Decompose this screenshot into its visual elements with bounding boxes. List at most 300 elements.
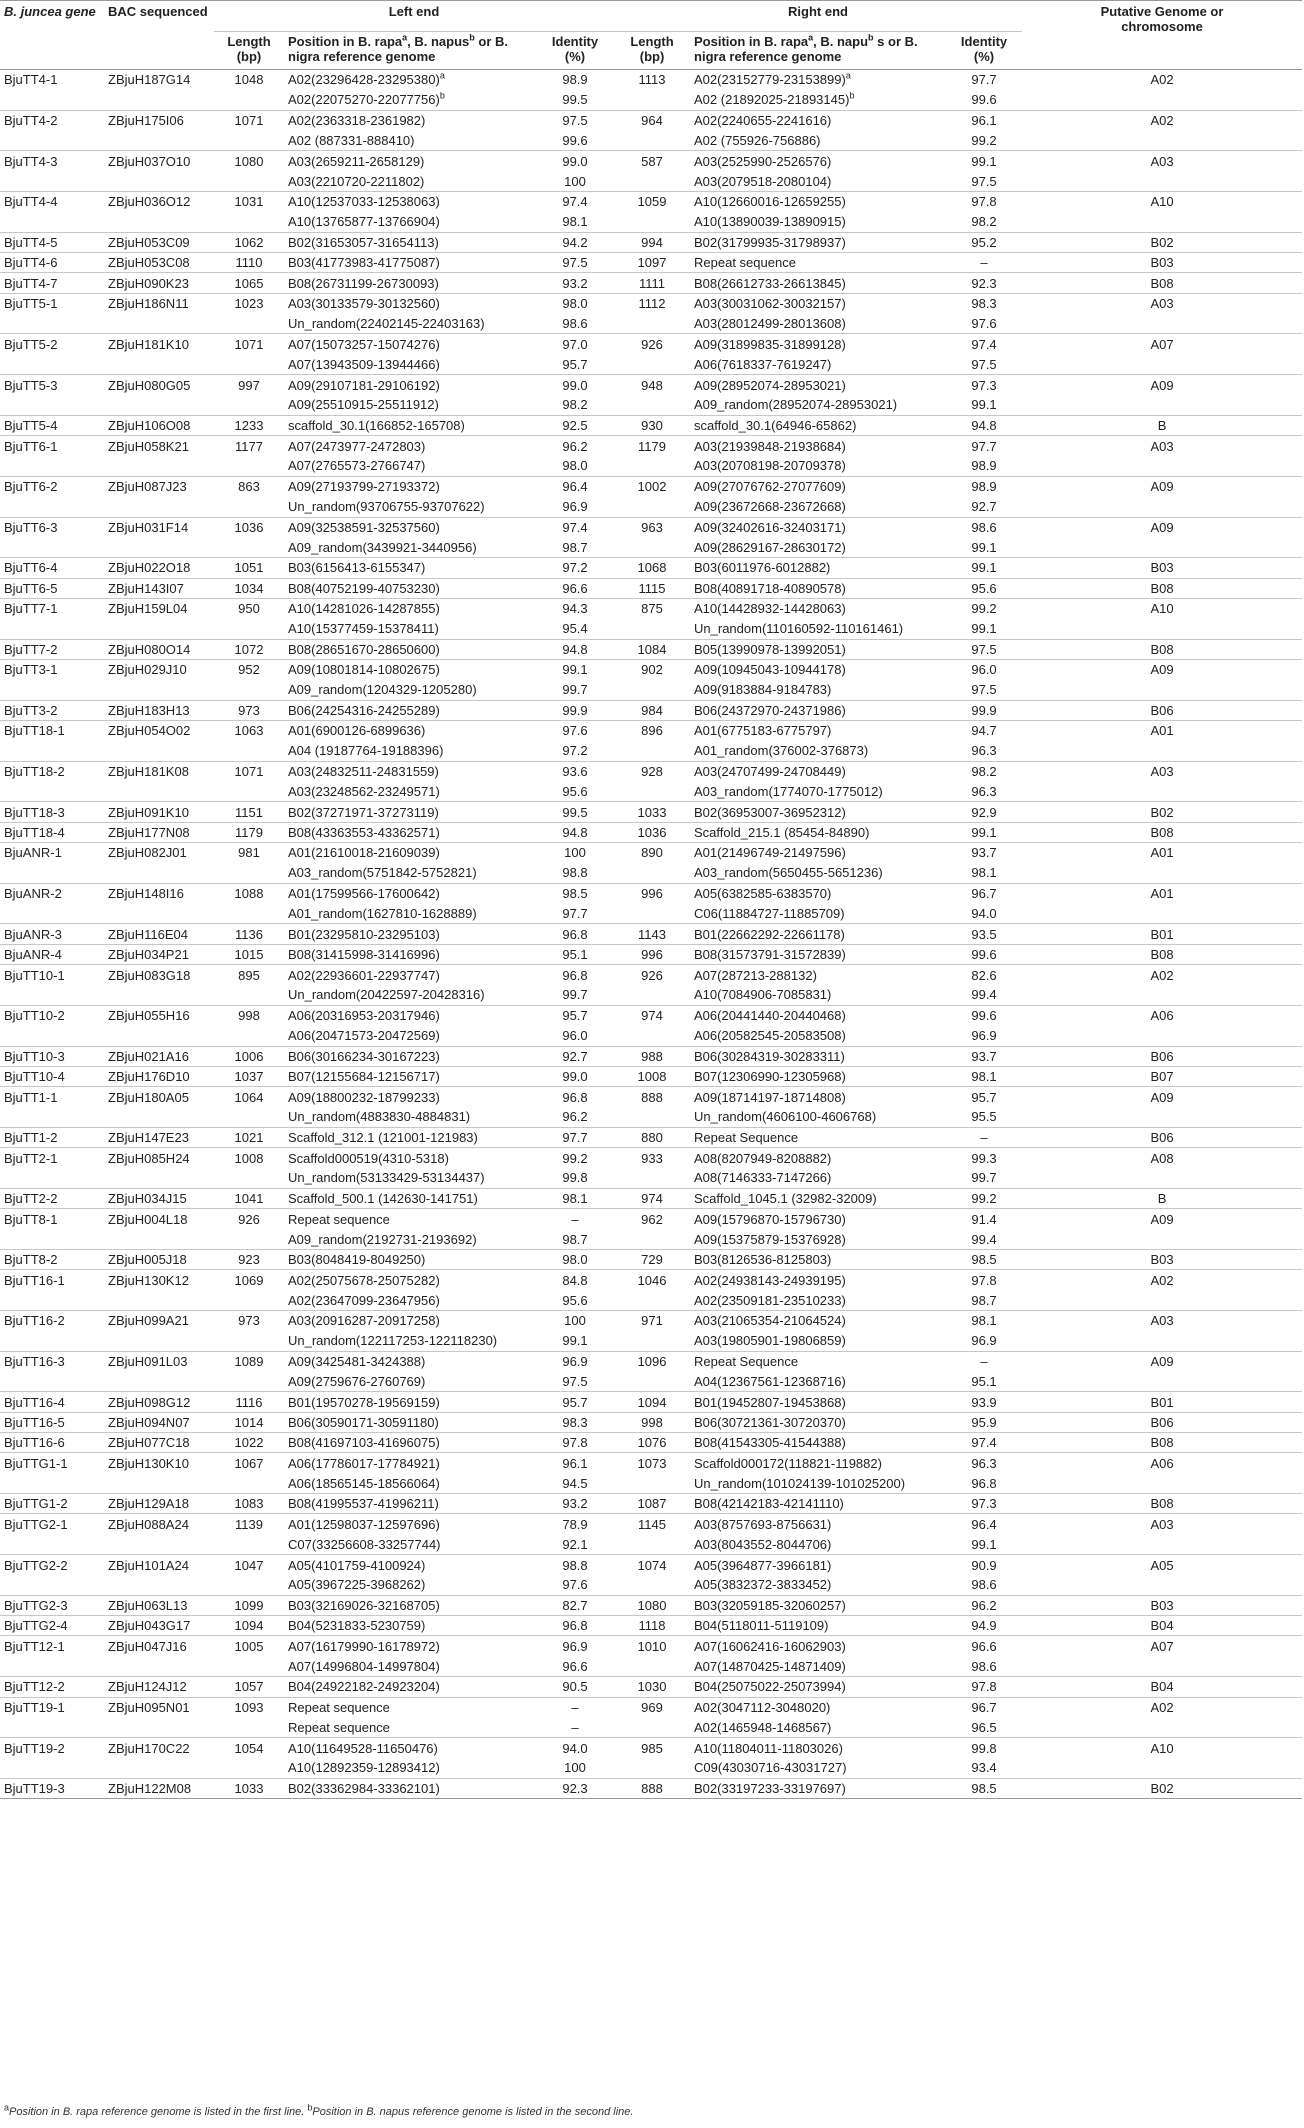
right-identity-cell: – bbox=[946, 1351, 1022, 1371]
right-identity-cell: 99.1 bbox=[971, 621, 997, 637]
right-identity-cell: 99.4 bbox=[971, 1231, 997, 1247]
bac-cell: ZBjuH129A18 bbox=[104, 1494, 214, 1514]
table-row bbox=[0, 1494, 1302, 1514]
right-identity-cell: 99.1 bbox=[946, 151, 1022, 171]
left-length-cell: 1071 bbox=[214, 761, 284, 781]
bac-cell bbox=[104, 985, 214, 1005]
gene-cell: BjuTT6-4 bbox=[0, 558, 104, 578]
right-position-cell: Un_random(101024139-101025200) bbox=[694, 1475, 906, 1491]
gene-cell: BjuTTG2-2 bbox=[0, 1555, 104, 1575]
table-row bbox=[0, 924, 1302, 944]
table-row bbox=[0, 131, 1302, 151]
header-right-position: Position in B. rapa$^a$, B. napu$^b$ s or B. nigra reference genome bbox=[694, 32, 918, 64]
left-identity-cell: 99.2 bbox=[536, 1148, 614, 1168]
genome-cell bbox=[1022, 1717, 1302, 1737]
left-position-cell: A02(2363318-2361982) bbox=[284, 110, 536, 130]
table-row bbox=[0, 1433, 1302, 1453]
right-identity-cell: 97.5 bbox=[971, 682, 997, 698]
genome-cell: A02 bbox=[1022, 965, 1302, 985]
left-length-cell bbox=[214, 171, 284, 191]
gene-cell: BjuTT10-2 bbox=[0, 1005, 104, 1025]
left-length-cell: 1041 bbox=[214, 1188, 284, 1208]
right-length-cell bbox=[614, 1229, 690, 1249]
right-length-cell: 1008 bbox=[614, 1066, 690, 1086]
right-position-cell: B04(25075022-25073994) bbox=[690, 1677, 946, 1697]
right-identity-cell: 97.5 bbox=[971, 356, 997, 372]
left-identity-cell: 99.6 bbox=[562, 132, 588, 148]
right-length-cell: 926 bbox=[614, 965, 690, 985]
left-length-cell bbox=[214, 619, 284, 639]
right-position-cell: A09(28629167-28630172) bbox=[694, 539, 846, 555]
table-row bbox=[0, 1229, 1302, 1249]
left-position-cell: B04(5231833-5230759) bbox=[284, 1616, 536, 1636]
left-length-cell: 1014 bbox=[214, 1412, 284, 1432]
header-left-length: Length (bp) bbox=[227, 34, 271, 64]
right-position-cell: B08(41543305-41544388) bbox=[690, 1433, 946, 1453]
right-length-cell: 1145 bbox=[614, 1514, 690, 1534]
left-position-cell: B03(8048419-8049250) bbox=[284, 1249, 536, 1269]
bac-cell bbox=[104, 1290, 214, 1310]
left-position-cell: A06(20316953-20317946) bbox=[284, 1005, 536, 1025]
table-row bbox=[0, 314, 1302, 334]
genome-cell: A09 bbox=[1022, 659, 1302, 679]
genome-cell: B08 bbox=[1022, 578, 1302, 598]
right-position-cell: A03(20708198-20709378) bbox=[694, 458, 846, 474]
left-position-cell: A09(29107181-29106192) bbox=[284, 375, 536, 395]
bac-cell: ZBjuH124J12 bbox=[104, 1677, 214, 1697]
right-length-cell: 587 bbox=[614, 151, 690, 171]
right-identity-cell: 96.3 bbox=[946, 1453, 1022, 1473]
left-length-cell bbox=[214, 1372, 284, 1392]
left-length-cell: 1151 bbox=[214, 802, 284, 822]
genome-cell: A09 bbox=[1022, 375, 1302, 395]
right-length-cell: 890 bbox=[614, 843, 690, 863]
left-identity-cell: 92.5 bbox=[536, 415, 614, 435]
left-position-cell: B06(30590171-30591180) bbox=[284, 1412, 536, 1432]
table-row bbox=[0, 334, 1302, 354]
right-identity-cell: 99.1 bbox=[946, 558, 1022, 578]
gene-cell: BjuTT12-2 bbox=[0, 1677, 104, 1697]
right-length-cell bbox=[614, 1107, 690, 1127]
left-identity-cell: 93.6 bbox=[536, 761, 614, 781]
right-identity-cell: 97.8 bbox=[946, 192, 1022, 212]
right-identity-cell: 98.9 bbox=[946, 476, 1022, 496]
table-row bbox=[0, 619, 1302, 639]
table-row bbox=[0, 1595, 1302, 1615]
right-position-cell: A07(287213-288132) bbox=[690, 965, 946, 985]
right-position-cell: A03(8757693-8756631) bbox=[690, 1514, 946, 1534]
genome-cell: B03 bbox=[1022, 1249, 1302, 1269]
table-row bbox=[0, 253, 1302, 273]
right-length-cell: 1112 bbox=[614, 293, 690, 313]
right-identity-cell: 97.8 bbox=[946, 1270, 1022, 1290]
gene-cell: BjuTT5-3 bbox=[0, 375, 104, 395]
bac-cell bbox=[104, 741, 214, 761]
left-position-cell: B08(41697103-41696075) bbox=[284, 1433, 536, 1453]
left-length-cell: 1036 bbox=[214, 517, 284, 537]
right-length-cell: 1096 bbox=[614, 1351, 690, 1371]
left-position-cell: A10(11649528-11650476) bbox=[284, 1738, 536, 1758]
left-identity-cell: 100 bbox=[536, 1310, 614, 1330]
right-identity-cell: 98.3 bbox=[946, 293, 1022, 313]
left-identity-cell: 97.6 bbox=[536, 721, 614, 741]
bac-cell: ZBjuH095N01 bbox=[104, 1697, 214, 1717]
table-row bbox=[0, 1290, 1302, 1310]
bac-cell: ZBjuH047J16 bbox=[104, 1636, 214, 1656]
table-row bbox=[0, 1270, 1302, 1290]
left-length-cell bbox=[214, 1758, 284, 1778]
left-position-cell: B08(31415998-31416996) bbox=[284, 944, 536, 964]
left-position-cell: A02(23647099-23647956) bbox=[288, 1292, 440, 1308]
bac-cell bbox=[104, 782, 214, 802]
right-identity-cell: 93.9 bbox=[946, 1392, 1022, 1412]
right-identity-cell: 98.1 bbox=[946, 1310, 1022, 1330]
gene-cell bbox=[0, 1534, 104, 1554]
left-identity-cell: 99.0 bbox=[536, 151, 614, 171]
genome-cell: B06 bbox=[1022, 1127, 1302, 1147]
table-row bbox=[0, 965, 1302, 985]
right-length-cell bbox=[614, 1758, 690, 1778]
bac-cell: ZBjuH147E23 bbox=[104, 1127, 214, 1147]
right-identity-cell: 91.4 bbox=[946, 1209, 1022, 1229]
right-position-cell: A02(2240655-2241616) bbox=[690, 110, 946, 130]
left-position-cell: A09_random(3439921-3440956) bbox=[288, 539, 477, 555]
right-identity-cell: 92.9 bbox=[946, 802, 1022, 822]
right-identity-cell: 98.2 bbox=[971, 214, 997, 230]
right-length-cell: 1046 bbox=[614, 1270, 690, 1290]
left-position-cell: A09(25510915-25511912) bbox=[288, 397, 439, 413]
genome-cell bbox=[1022, 1290, 1302, 1310]
header-left-end: Left end bbox=[214, 1, 614, 32]
table-row bbox=[0, 1697, 1302, 1717]
genome-cell: B06 bbox=[1022, 1412, 1302, 1432]
table-row bbox=[0, 721, 1302, 741]
left-length-cell bbox=[214, 90, 284, 110]
right-length-cell: 933 bbox=[614, 1148, 690, 1168]
right-length-cell: 926 bbox=[614, 334, 690, 354]
right-length-cell bbox=[614, 90, 690, 110]
left-identity-cell: 98.5 bbox=[536, 883, 614, 903]
table-row bbox=[0, 395, 1302, 415]
gene-cell: BjuTT18-2 bbox=[0, 761, 104, 781]
left-position-cell: $A02(23296428-23295380)^a$ bbox=[288, 71, 445, 88]
gene-cell: BjuTT6-2 bbox=[0, 476, 104, 496]
table-row bbox=[0, 1107, 1302, 1127]
left-length-cell: 1088 bbox=[214, 883, 284, 903]
right-position-cell: Repeat Sequence bbox=[690, 1127, 946, 1147]
right-length-cell: 930 bbox=[614, 415, 690, 435]
right-position-cell: A04(12367561-12368716) bbox=[694, 1373, 846, 1389]
left-length-cell: 1067 bbox=[214, 1453, 284, 1473]
genome-cell bbox=[1022, 354, 1302, 374]
gene-cell: BjuTT18-3 bbox=[0, 802, 104, 822]
bac-cell bbox=[104, 537, 214, 557]
table-row bbox=[0, 354, 1302, 374]
right-identity-cell: 96.0 bbox=[946, 659, 1022, 679]
gene-cell: BjuTT5-1 bbox=[0, 293, 104, 313]
gene-cell bbox=[0, 619, 104, 639]
right-length-cell: 1115 bbox=[614, 578, 690, 598]
gene-cell bbox=[0, 395, 104, 415]
bac-cell: ZBjuH088A24 bbox=[104, 1514, 214, 1534]
bac-cell bbox=[104, 1372, 214, 1392]
left-position-cell: Repeat sequence bbox=[284, 1697, 536, 1717]
left-identity-cell: 95.7 bbox=[562, 356, 588, 372]
left-identity-cell: – bbox=[571, 1719, 579, 1735]
genome-cell: A07 bbox=[1022, 334, 1302, 354]
bac-cell bbox=[104, 1758, 214, 1778]
right-position-cell: A03(8043552-8044706) bbox=[694, 1536, 832, 1552]
genome-cell bbox=[1022, 1331, 1302, 1351]
gene-cell: BjuANR-2 bbox=[0, 883, 104, 903]
left-identity-cell: 98.8 bbox=[562, 865, 588, 881]
left-position-cell: B02(31653057-31654113) bbox=[284, 232, 536, 252]
left-length-cell bbox=[214, 782, 284, 802]
genome-cell bbox=[1022, 1473, 1302, 1493]
right-position-cell: A01_random(376002-376873) bbox=[694, 743, 869, 759]
right-length-cell bbox=[614, 131, 690, 151]
left-identity-cell: 95.7 bbox=[536, 1392, 614, 1412]
table-row bbox=[0, 883, 1302, 903]
bac-cell: ZBjuH183H13 bbox=[104, 700, 214, 720]
table-row bbox=[0, 1778, 1302, 1798]
gene-cell bbox=[0, 314, 104, 334]
gene-cell: BjuTT19-3 bbox=[0, 1778, 104, 1798]
gene-cell bbox=[0, 537, 104, 557]
bac-cell: ZBjuH106O08 bbox=[104, 415, 214, 435]
right-length-cell: 985 bbox=[614, 1738, 690, 1758]
right-position-cell: B02(36953007-36952312) bbox=[690, 802, 946, 822]
genome-cell bbox=[1022, 1534, 1302, 1554]
bac-cell: ZBjuH098G12 bbox=[104, 1392, 214, 1412]
right-position-cell: A09(32402616-32403171) bbox=[690, 517, 946, 537]
left-position-cell: A10(12537033-12538063) bbox=[284, 192, 536, 212]
left-identity-cell: 96.4 bbox=[536, 476, 614, 496]
right-identity-cell: 97.7 bbox=[971, 72, 997, 88]
bac-cell: ZBjuH083G18 bbox=[104, 965, 214, 985]
gene-cell bbox=[0, 1372, 104, 1392]
right-identity-cell: 90.9 bbox=[946, 1555, 1022, 1575]
left-position-cell: A05(3967225-3968262) bbox=[288, 1577, 426, 1593]
left-identity-cell: 98.1 bbox=[536, 1188, 614, 1208]
gene-cell: BjuTT4-1 bbox=[4, 72, 58, 88]
table-row bbox=[0, 1209, 1302, 1229]
gene-cell: BjuTT18-4 bbox=[0, 822, 104, 842]
genome-cell: A09 bbox=[1022, 1087, 1302, 1107]
genome-cell: B08 bbox=[1022, 639, 1302, 659]
left-length-cell bbox=[214, 1534, 284, 1554]
right-identity-cell: 98.6 bbox=[971, 1577, 997, 1593]
left-length-cell: 1071 bbox=[214, 110, 284, 130]
genome-cell: A02 bbox=[1022, 110, 1302, 130]
left-position-cell: A07(14996804-14997804) bbox=[288, 1658, 440, 1674]
gene-cell bbox=[0, 354, 104, 374]
right-position-cell: A10(11804011-11803026) bbox=[690, 1738, 946, 1758]
bac-cell: ZBjuH058K21 bbox=[104, 436, 214, 456]
gene-cell: BjuTT10-3 bbox=[0, 1046, 104, 1066]
bac-cell bbox=[104, 314, 214, 334]
right-position-cell: B08(31573791-31572839) bbox=[690, 944, 946, 964]
left-identity-cell: 98.6 bbox=[562, 316, 588, 332]
right-position-cell: A08(8207949-8208882) bbox=[690, 1148, 946, 1168]
gene-cell bbox=[0, 1229, 104, 1249]
genome-cell bbox=[1022, 985, 1302, 1005]
left-position-cell: Scaffold_500.1 (142630-141751) bbox=[284, 1188, 536, 1208]
left-identity-cell: 100 bbox=[564, 1760, 586, 1776]
right-length-cell bbox=[614, 1575, 690, 1595]
left-position-cell: Repeat sequence bbox=[288, 1719, 390, 1735]
gene-cell: BjuTT4-7 bbox=[0, 273, 104, 293]
gene-cell: BjuTTG1-2 bbox=[0, 1494, 104, 1514]
right-position-cell: $A02(23152779-23153899)^a$ bbox=[694, 71, 851, 88]
table-row bbox=[0, 1758, 1302, 1778]
right-identity-cell: 95.5 bbox=[971, 1109, 997, 1125]
left-position-cell: Un_random(22402145-22403163) bbox=[288, 316, 485, 332]
left-length-cell: 1065 bbox=[214, 273, 284, 293]
right-length-cell: 1076 bbox=[614, 1433, 690, 1453]
table-row bbox=[0, 1087, 1302, 1107]
right-position-cell: B01(22662292-22661178) bbox=[690, 924, 946, 944]
right-length-cell: 963 bbox=[614, 517, 690, 537]
genome-cell: A03 bbox=[1022, 151, 1302, 171]
gene-cell: BjuTT5-2 bbox=[0, 334, 104, 354]
left-position-cell: B06(24254316-24255289) bbox=[284, 700, 536, 720]
right-position-cell: A03_random(5650455-5651236) bbox=[694, 865, 883, 881]
right-length-cell bbox=[614, 1331, 690, 1351]
right-identity-cell: 97.7 bbox=[946, 436, 1022, 456]
genome-cell bbox=[1022, 904, 1302, 924]
right-identity-cell: 98.7 bbox=[971, 1292, 997, 1308]
genome-cell: A01 bbox=[1022, 721, 1302, 741]
header-right-end: Right end bbox=[614, 1, 1022, 32]
gene-cell: BjuTT4-5 bbox=[0, 232, 104, 252]
right-position-cell: A03(2079518-2080104) bbox=[694, 173, 832, 189]
bac-cell: ZBjuH054O02 bbox=[104, 721, 214, 741]
bac-cell: ZBjuH034P21 bbox=[104, 944, 214, 964]
right-position-cell: A02(24938143-24939195) bbox=[690, 1270, 946, 1290]
bac-cell bbox=[104, 680, 214, 700]
right-length-cell bbox=[614, 456, 690, 476]
left-position-cell: B06(30166234-30167223) bbox=[284, 1046, 536, 1066]
genome-cell bbox=[1022, 395, 1302, 415]
table-row bbox=[0, 659, 1302, 679]
bac-cell: ZBjuH005J18 bbox=[104, 1249, 214, 1269]
right-position-cell: A10(12660016-12659255) bbox=[690, 192, 946, 212]
right-identity-cell: 98.5 bbox=[946, 1778, 1022, 1798]
right-position-cell: A06(20441440-20440468) bbox=[690, 1005, 946, 1025]
gene-cell: BjuTT10-4 bbox=[0, 1066, 104, 1086]
genome-cell bbox=[1022, 212, 1302, 232]
left-position-cell: B08(43363553-43362571) bbox=[284, 822, 536, 842]
left-position-cell: B01(23295810-23295103) bbox=[284, 924, 536, 944]
left-length-cell: 926 bbox=[214, 1209, 284, 1229]
right-position-cell: scaffold_30.1(64946-65862) bbox=[690, 415, 946, 435]
left-position-cell: A02(22936601-22937747) bbox=[284, 965, 536, 985]
bac-cell: ZBjuH034J15 bbox=[104, 1188, 214, 1208]
right-position-cell: A08(7146333-7147266) bbox=[694, 1170, 832, 1186]
right-identity-cell: 98.6 bbox=[946, 517, 1022, 537]
genome-cell: A09 bbox=[1022, 476, 1302, 496]
left-length-cell: 1054 bbox=[214, 1738, 284, 1758]
table-body bbox=[0, 70, 1302, 1799]
left-length-cell: 1116 bbox=[214, 1392, 284, 1412]
genome-cell: A09 bbox=[1022, 517, 1302, 537]
bac-cell bbox=[104, 1026, 214, 1046]
left-length-cell bbox=[214, 537, 284, 557]
left-length-cell: 1031 bbox=[214, 192, 284, 212]
gene-cell: BjuTT19-2 bbox=[0, 1738, 104, 1758]
right-position-cell: A05(3832372-3833452) bbox=[694, 1577, 832, 1593]
genome-cell: A02 bbox=[1022, 1270, 1302, 1290]
right-position-cell: A02 $(21892025-21893145)^b$ bbox=[694, 90, 855, 108]
right-position-cell: A03(21065354-21064524) bbox=[690, 1310, 946, 1330]
left-position-cell: A09(10801814-10802675) bbox=[284, 659, 536, 679]
right-identity-cell: 95.6 bbox=[946, 578, 1022, 598]
right-length-cell: 969 bbox=[614, 1697, 690, 1717]
table-row bbox=[0, 537, 1302, 557]
right-position-cell: B06(30721361-30720370) bbox=[690, 1412, 946, 1432]
gene-cell: BjuTT1-2 bbox=[0, 1127, 104, 1147]
bac-cell: ZBjuH143I07 bbox=[104, 578, 214, 598]
gene-cell: BjuTT4-6 bbox=[0, 253, 104, 273]
left-length-cell: 1136 bbox=[214, 924, 284, 944]
bac-cell: ZBjuH175I06 bbox=[104, 110, 214, 130]
genome-cell: A09 bbox=[1022, 1209, 1302, 1229]
left-identity-cell: 98.0 bbox=[536, 1249, 614, 1269]
gene-cell: BjuTT16-5 bbox=[0, 1412, 104, 1432]
bac-cell: ZBjuH091K10 bbox=[104, 802, 214, 822]
genome-cell bbox=[1022, 537, 1302, 557]
left-length-cell: 1033 bbox=[214, 1778, 284, 1798]
left-identity-cell: 94.0 bbox=[536, 1738, 614, 1758]
right-length-cell: 1111 bbox=[614, 273, 690, 293]
table-row bbox=[0, 415, 1302, 435]
right-position-cell: Scaffold_215.1 (85454-84890) bbox=[690, 822, 946, 842]
table-row bbox=[0, 1331, 1302, 1351]
bac-cell bbox=[104, 1717, 214, 1737]
right-identity-cell: 97.5 bbox=[971, 173, 997, 189]
right-length-cell bbox=[614, 497, 690, 517]
header-row-1 bbox=[0, 1, 1302, 32]
table-row bbox=[0, 680, 1302, 700]
right-position-cell: A09(18714197-18714808) bbox=[690, 1087, 946, 1107]
bac-cell bbox=[104, 456, 214, 476]
table-row bbox=[0, 1249, 1302, 1269]
right-identity-cell: 95.9 bbox=[946, 1412, 1022, 1432]
right-length-cell: 902 bbox=[614, 659, 690, 679]
left-length-cell bbox=[214, 1026, 284, 1046]
left-identity-cell: 93.2 bbox=[536, 1494, 614, 1514]
left-identity-cell: 96.6 bbox=[562, 1658, 588, 1674]
left-identity-cell: 99.1 bbox=[562, 1333, 588, 1349]
right-length-cell: 875 bbox=[614, 598, 690, 618]
gene-cell: BjuTTG2-3 bbox=[0, 1595, 104, 1615]
left-length-cell bbox=[214, 354, 284, 374]
left-position-cell: A03(20916287-20917258) bbox=[284, 1310, 536, 1330]
gene-cell: BjuTTG1-1 bbox=[0, 1453, 104, 1473]
gene-cell bbox=[0, 1717, 104, 1737]
bac-cell bbox=[104, 395, 214, 415]
right-length-cell: 988 bbox=[614, 1046, 690, 1066]
left-position-cell: B02(33362984-33362101) bbox=[284, 1778, 536, 1798]
left-position-cell: A07(2473977-2472803) bbox=[284, 436, 536, 456]
right-identity-cell: – bbox=[946, 1127, 1022, 1147]
bac-cell bbox=[104, 1331, 214, 1351]
right-length-cell: 971 bbox=[614, 1310, 690, 1330]
left-identity-cell: 97.8 bbox=[536, 1433, 614, 1453]
genome-cell: A03 bbox=[1022, 1514, 1302, 1534]
right-length-cell: 1033 bbox=[614, 802, 690, 822]
